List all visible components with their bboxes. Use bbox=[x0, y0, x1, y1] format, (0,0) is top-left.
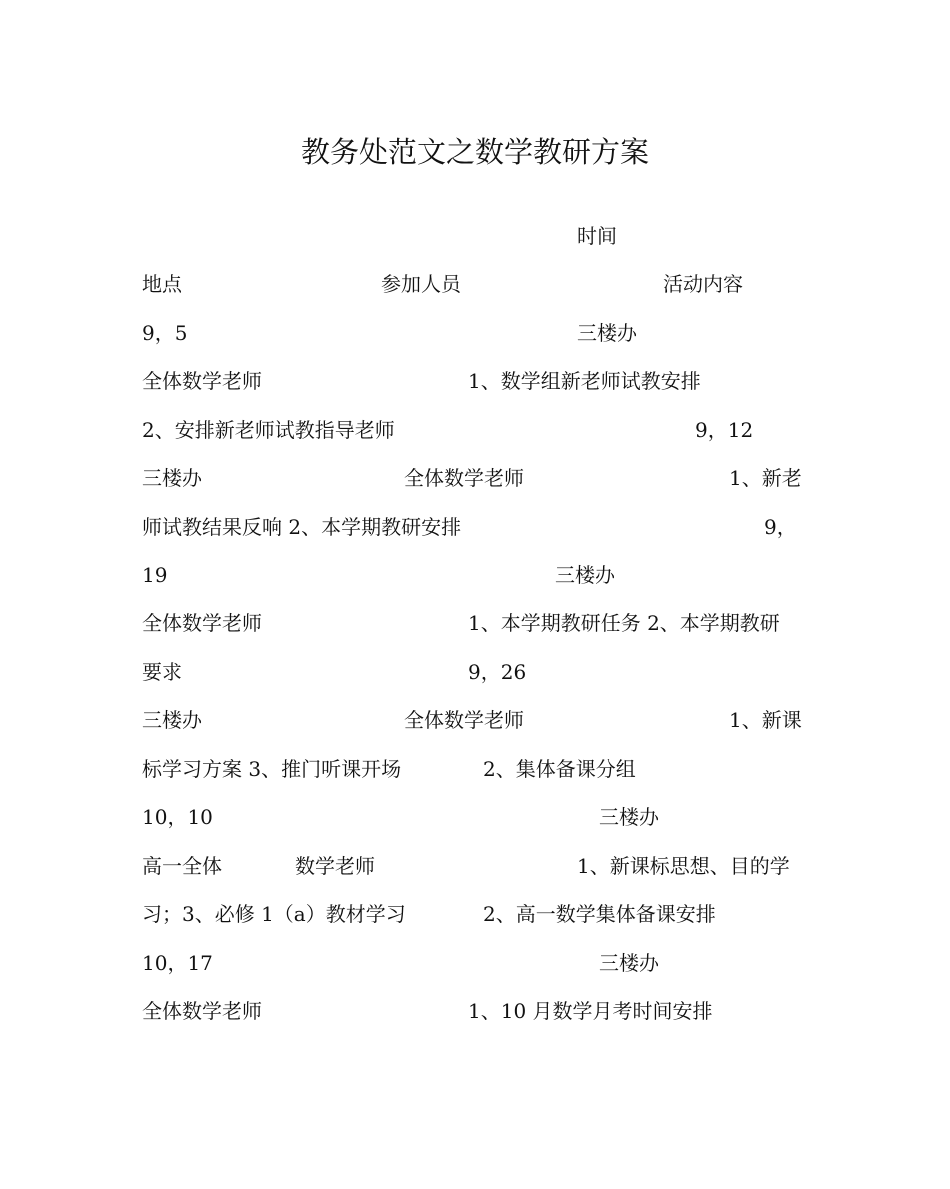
text-fragment: 时间 bbox=[577, 224, 617, 248]
text-fragment: 9， bbox=[764, 515, 797, 539]
text-fragment: 19 bbox=[142, 563, 168, 587]
text-fragment: 1、新课标思想、目的学 bbox=[577, 854, 790, 878]
text-fragment: 10，10 bbox=[142, 805, 213, 829]
text-fragment: 标学习方案 3、推门听课开场 bbox=[142, 757, 402, 781]
text-fragment: 1、新课 bbox=[729, 708, 802, 732]
text-fragment: 全体数学老师 bbox=[404, 466, 524, 490]
text-fragment: 三楼办 bbox=[142, 466, 202, 490]
document-title: 教务处范文之数学教研方案 bbox=[300, 135, 649, 169]
text-fragment: 地点 bbox=[142, 272, 182, 296]
text-fragment: 三楼办 bbox=[599, 951, 659, 975]
text-fragment: 三楼办 bbox=[142, 708, 202, 732]
text-fragment: 9，12 bbox=[695, 418, 754, 442]
text-fragment: 高一全体 bbox=[142, 854, 222, 878]
text-fragment: 1、数学组新老师试教安排 bbox=[468, 369, 701, 393]
text-fragment: 三楼办 bbox=[577, 321, 637, 345]
text-fragment: 2、高一数学集体备课安排 bbox=[483, 902, 716, 926]
text-fragment: 全体数学老师 bbox=[142, 611, 262, 635]
text-fragment: 师试教结果反响 2、本学期教研安排 bbox=[142, 515, 462, 539]
text-fragment: 10，17 bbox=[142, 951, 213, 975]
text-fragment: 2、集体备课分组 bbox=[483, 757, 636, 781]
text-fragment: 1、10 月数学月考时间安排 bbox=[468, 999, 713, 1023]
text-fragment: 2、安排新老师试教指导老师 bbox=[142, 418, 395, 442]
text-fragment: 1、本学期教研任务 2、本学期教研 bbox=[468, 611, 780, 635]
text-fragment: 数学老师 bbox=[295, 854, 375, 878]
text-fragment: 要求 bbox=[142, 660, 182, 684]
text-fragment: 三楼办 bbox=[555, 563, 615, 587]
text-fragment: 全体数学老师 bbox=[142, 999, 262, 1023]
text-fragment: 全体数学老师 bbox=[404, 708, 524, 732]
text-fragment: 活动内容 bbox=[663, 272, 743, 296]
text-fragment: 9，26 bbox=[468, 660, 527, 684]
text-fragment: 全体数学老师 bbox=[142, 369, 262, 393]
text-fragment: 1、新老 bbox=[729, 466, 802, 490]
text-fragment: 习；3、必修 1（a）教材学习 bbox=[142, 902, 406, 926]
text-fragment: 9，5 bbox=[142, 321, 188, 345]
text-fragment: 三楼办 bbox=[599, 805, 659, 829]
text-fragment: 参加人员 bbox=[381, 272, 461, 296]
